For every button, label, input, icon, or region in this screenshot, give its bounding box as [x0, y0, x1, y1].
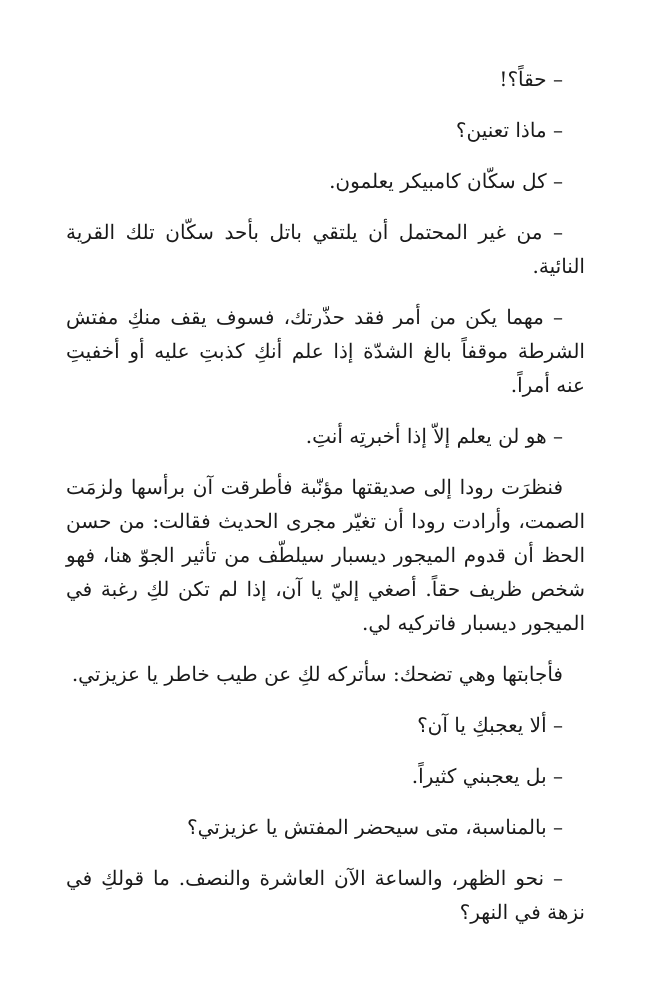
dialogue-line: – هو لن يعلم إلاّ إذا أخبرتِه أنتِ. — [305, 424, 563, 448]
dialogue-line: – نحو الظهر، والساعة الآن العاشرة والنصف. ما قولكِ في نزهة في النهر؟ — [66, 866, 585, 924]
dialogue-line: – كل سكّان كامبيكر يعلمون. — [329, 169, 563, 193]
dialogue-line: – ماذا تعنين؟ — [455, 118, 563, 142]
narrative-paragraph: فنظرَت رودا إلى صديقتها مؤنّبة فأطرقت آن برأسها ولزمَت الصمت، وأرادت رودا أن تغيّر مجرى الحديث فقالت: من حسن الحظ أن قدوم الميجور ديسبار سيلطّف من تأثير الجوّ هنا، فهو شخص ظريف حقاً. أصغي إليّ يا آن، إذا لم تكن لكِ رغبة في الميجور ديسبار فاتركيه لي. — [66, 475, 585, 635]
narrative-paragraph: فأجابتها وهي تضحك: سأتركه لكِ عن طيب خاطر يا عزيزتي. — [71, 662, 563, 686]
dialogue-line: – بل يعجبني كثيراً. — [411, 764, 563, 788]
dialogue-line: – مهما يكن من أمر فقد حذّرتك، فسوف يقف منكِ مفتش الشرطة موقفاً بالغ الشدّة إذا علم أنكِ كذبتِ عليه أو أخفيتِ عنه أمراً. — [66, 305, 585, 397]
dialogue-line: – بالمناسبة، متى سيحضر المفتش يا عزيزتي؟ — [186, 815, 563, 839]
dialogue-line: – من غير المحتمل أن يلتقي باتل بأحد سكّان تلك القرية النائية. — [66, 220, 585, 278]
dialogue-line: – حقاً؟! — [499, 67, 563, 91]
dialogue-line: – ألا يعجبكِ يا آن؟ — [417, 713, 563, 737]
